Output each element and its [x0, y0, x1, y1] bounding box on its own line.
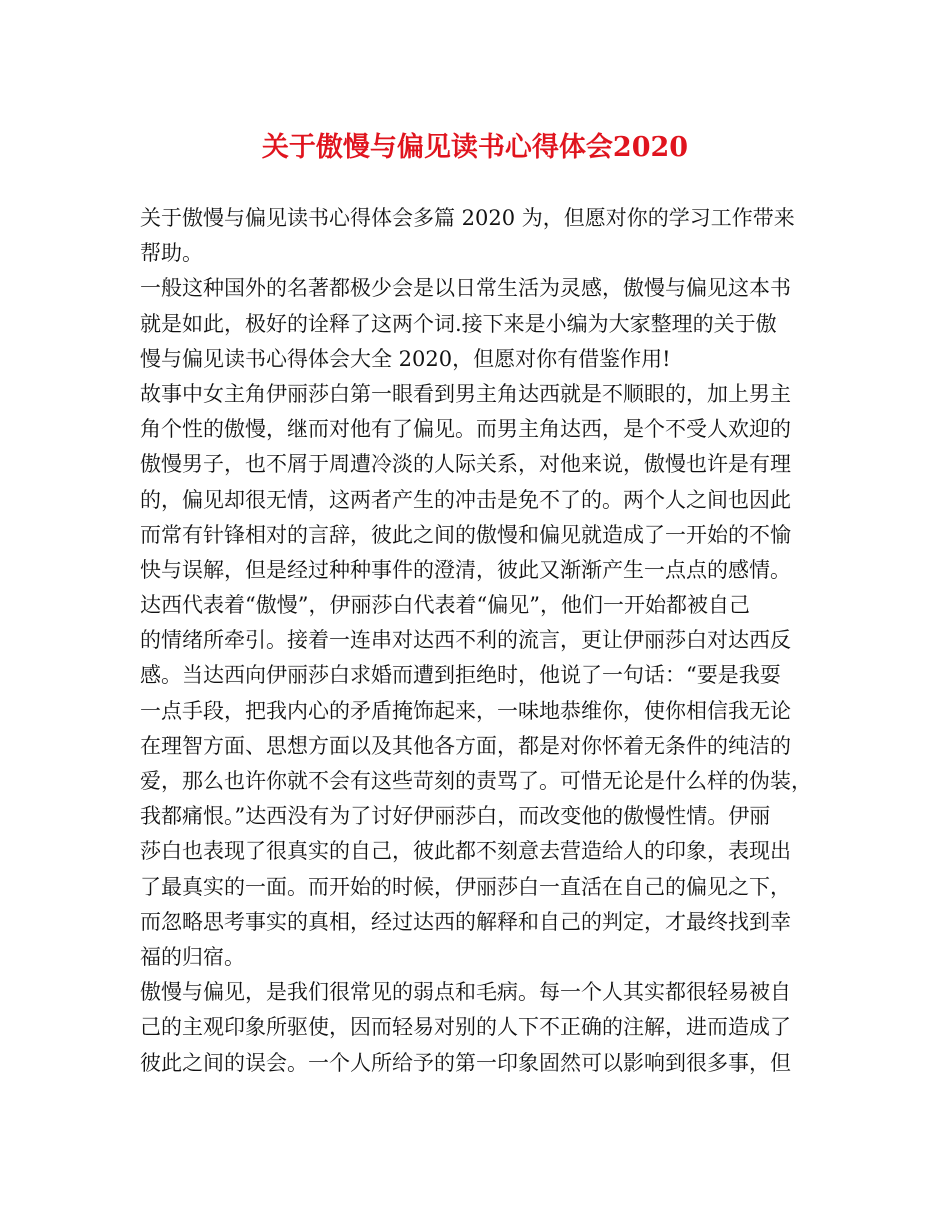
body-text-line: 己的主观印象所驱使，因而轻易对别的人下不正确的注解，进而造成了 — [140, 1015, 791, 1040]
document-title: 关于傲慢与偏见读书心得体会2020 — [261, 132, 689, 163]
body-text-line: 我都痛恨。”达西没有为了讨好伊丽莎白，而改变他的傲慢性情。伊丽 — [140, 804, 771, 829]
body-text-line: 帮助。 — [140, 241, 203, 266]
body-text-line: 慢与偏见读书心得体会大全 2020，但愿对你有借鉴作用! — [140, 346, 671, 371]
body-text-line: 故事中女主角伊丽莎白第一眼看到男主角达西就是不顺眼的，加上男主 — [140, 381, 791, 406]
body-text-line: 一般这种国外的名著都极少会是以日常生活为灵感，傲慢与偏见这本书 — [140, 276, 791, 301]
document-body — [140, 201, 820, 1081]
body-text-line: 的，偏见却很无情，这两者产生的冲击是免不了的。两个人之间也因此 — [140, 487, 791, 512]
body-text-line: 就是如此，极好的诠释了这两个词.接下来是小编为大家整理的关于傲 — [140, 311, 777, 336]
body-text-line: 角个性的傲慢，继而对他有了偏见。而男主角达西，是个不受人欢迎的 — [140, 417, 791, 442]
body-text-line: 一点手段，把我内心的矛盾掩饰起来，一味地恭维你，使你相信我无论 — [140, 698, 791, 723]
body-text-line: 傲慢男子，也不屑于周遭冷淡的人际关系，对他来说，傲慢也许是有理 — [140, 452, 791, 477]
body-text-line: 莎白也表现了很真实的自己，彼此都不刻意去营造给人的印象，表现出 — [140, 839, 791, 864]
body-text-line: 了最真实的一面。而开始的时候，伊丽莎白一直活在自己的偏见之下， — [140, 874, 791, 899]
body-text-line: 感。当达西向伊丽莎白求婚而遭到拒绝时，他说了一句话：“要是我耍 — [140, 663, 781, 688]
body-text-line: 彼此之间的误会。一个人所给予的第一印象固然可以影响到很多事，但 — [140, 1050, 791, 1075]
body-text-line: 爱，那么也许你就不会有这些苛刻的责骂了。可惜无论是什么样的伪装， — [140, 769, 812, 793]
body-text-line: 福的归宿。 — [140, 944, 245, 969]
body-text-line: 的情绪所牵引。接着一连串对达西不利的流言，更让伊丽莎白对达西反 — [140, 628, 791, 653]
body-text-line: 达西代表着“傲慢”，伊丽莎白代表着“偏见”，他们一开始都被自己 — [140, 593, 750, 618]
body-text-line: 而忽略思考事实的真相，经过达西的解释和自己的判定，才最终找到幸 — [140, 909, 791, 934]
body-text-line: 快与误解，但是经过种种事件的澄清，彼此又渐渐产生一点点的感情。 — [140, 557, 791, 582]
body-text-line: 而常有针锋相对的言辞，彼此之间的傲慢和偏见就造成了一开始的不愉 — [140, 522, 791, 547]
body-text-line: 傲慢与偏见，是我们很常见的弱点和毛病。每一个人其实都很轻易被自 — [140, 980, 791, 1005]
body-text-line: 关于傲慢与偏见读书心得体会多篇 2020 为，但愿对你的学习工作带来 — [140, 206, 795, 230]
body-text-line: 在理智方面、思想方面以及其他各方面，都是对你怀着无条件的纯洁的 — [140, 733, 791, 758]
